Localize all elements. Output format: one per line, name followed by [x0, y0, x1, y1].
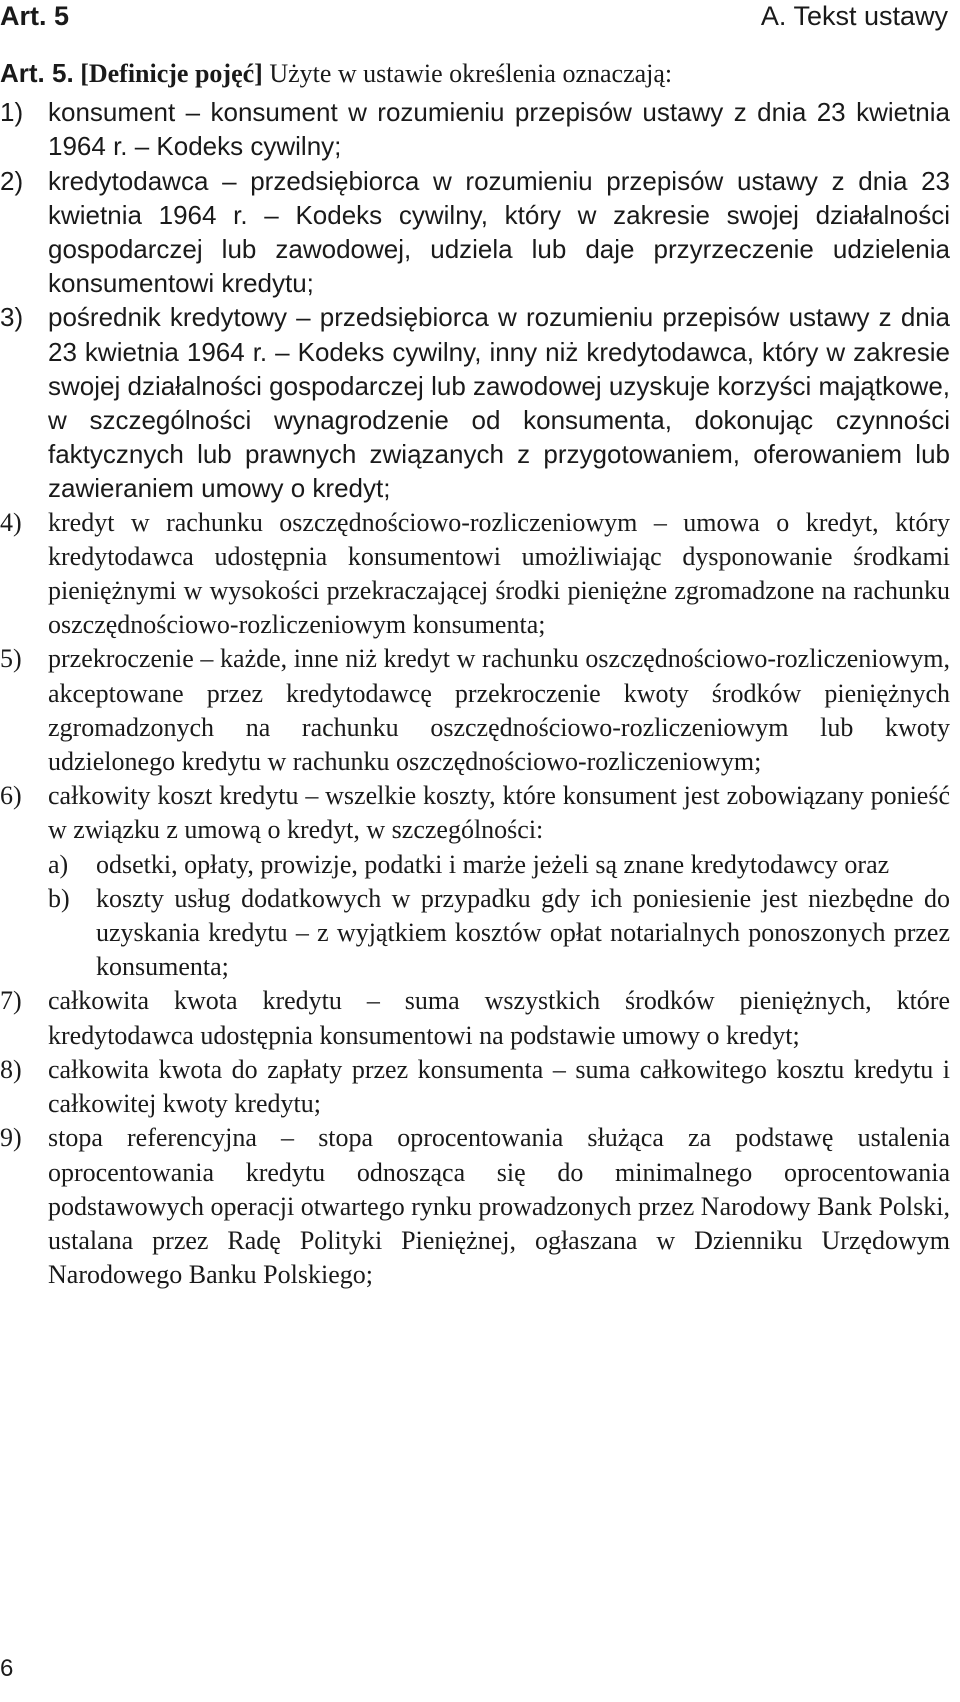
- item-number: 8): [0, 1054, 22, 1084]
- sub-item-letter: b): [48, 883, 70, 913]
- item-text: kredytodawca – przedsiębiorca w rozumieniu przepisów ustawy z dnia 23 kwietnia 1964 r. – Kodeks cywilny, który w zakresie swojej działalności gospodarczej lub zawodowej, udziela lub daje przyrzeczenie udzielenia konsumentowi kredytu;: [48, 165, 950, 299]
- definition-item-1: [0, 95, 950, 163]
- article-body: [0, 56, 950, 1292]
- definition-item-4: [0, 506, 950, 643]
- item-text: konsument – konsument w rozumieniu przepisów ustawy z dnia 23 kwietnia 1964 r. – Kodeks cywilny;: [48, 97, 950, 162]
- item-text: pośrednik kredytowy – przedsiębiorca w rozumieniu przepisów ustawy z dnia 23 kwietnia 1964 r. – Kodeks cywilny, inny niż kredytodawca, który w zakresie swojej działalności gospodarczej lub zawodowej uzyskuje korzyści majątkowe, w szczególności wynagrodzenie od konsumenta, dokonując czynności faktycznych lub prawnych związanych z przygotowaniem, oferowaniem lub zawieraniem umowy o kredyt;: [48, 302, 950, 504]
- item-text: całkowita kwota kredytu – suma wszystkich środków pieniężnych, które kredytodawca udostępnia konsumentowi na podstawie umowy o kredyt;: [48, 986, 950, 1050]
- sub-item-text: odsetki, opłaty, prowizje, podatki i marże jeżeli są znane kredytodawcy oraz: [96, 849, 890, 879]
- item-text: całkowita kwota do zapłaty przez konsumenta – suma całkowitego kosztu kredytu i całkowitej kwoty kredytu;: [48, 1054, 950, 1119]
- definition-item-3: [0, 300, 950, 505]
- header-article-ref: Art. 5: [0, 1, 70, 31]
- item-number: 9): [0, 1123, 22, 1153]
- sub-item-letter: a): [48, 849, 69, 879]
- article-intro: Użyte w ustawie określenia oznaczają:: [269, 59, 673, 88]
- definition-item-2: [0, 164, 950, 301]
- definition-item-7: [0, 984, 950, 1052]
- item-number: 4): [0, 507, 22, 537]
- item-text: [48, 779, 950, 984]
- item-number: 7): [0, 986, 22, 1016]
- item-number: 3): [0, 302, 24, 333]
- sub-item-text: koszty usług dodatkowych w przypadku gdy ich poniesienie jest niezbędne do uzyskania kredytu – z wyjątkiem kosztów opłat notarialnych ponoszonych przez konsumenta;: [96, 883, 950, 982]
- item-number: 6): [0, 781, 22, 811]
- item-number: 5): [0, 644, 22, 674]
- definition-item-5: [0, 642, 950, 779]
- item-number: 2): [0, 165, 24, 196]
- page-number: 6: [0, 1655, 14, 1682]
- item-6-intro: całkowity koszt kredytu – wszelkie koszty, które konsument jest zobowiązany ponieść w związku z umową o kredyt, w szczególności:: [48, 781, 950, 845]
- definition-item-6: [0, 779, 950, 984]
- item-number: 1): [0, 97, 24, 128]
- sub-item-b: [48, 882, 950, 985]
- item-text: kredyt w rachunku oszczędnościowo-rozliczeniowym – umowa o kredyt, który kredytodawca udostępnia konsumentowi umożliwiając dysponowanie środkami pieniężnymi w wysokości przekraczającej środki pieniężne zgromadzone na rachunku oszczędnościowo-rozliczeniowym konsumenta;: [48, 507, 950, 640]
- running-header: [0, 0, 948, 40]
- item-text: stopa referencyjna – stopa oprocentowania służąca za podstawę ustalenia oprocentowania kredytu odnosząca się do minimalnego oprocentowania podstawowych operacji otwartego rynku prowadzonych przez Narodowy Bank Polski, ustalana przez Radę Polityki Pieniężnej, ogłaszana w Dzienniku Urzędowym Narodowego Banku Polskiego;: [48, 1123, 950, 1290]
- sub-item-a: [48, 848, 950, 882]
- definition-item-9: [0, 1121, 950, 1292]
- definition-item-8: [0, 1053, 950, 1121]
- article-title: [Definicje pojęć]: [80, 59, 263, 88]
- header-section-title: A. Tekst ustawy: [760, 1, 948, 31]
- item-text: przekroczenie – każde, inne niż kredyt w rachunku oszczędnościowo-rozliczeniowym, akceptowane przez kredytodawcę przekroczenie kwoty środków pieniężnych zgromadzonych na rachunku oszczędnościowo-rozliczeniowym lub kwoty udzielonego kredytu w rachunku oszczędnościowo-rozliczeniowym;: [48, 644, 950, 777]
- article-heading: [0, 56, 950, 91]
- article-label: Art. 5.: [0, 58, 74, 88]
